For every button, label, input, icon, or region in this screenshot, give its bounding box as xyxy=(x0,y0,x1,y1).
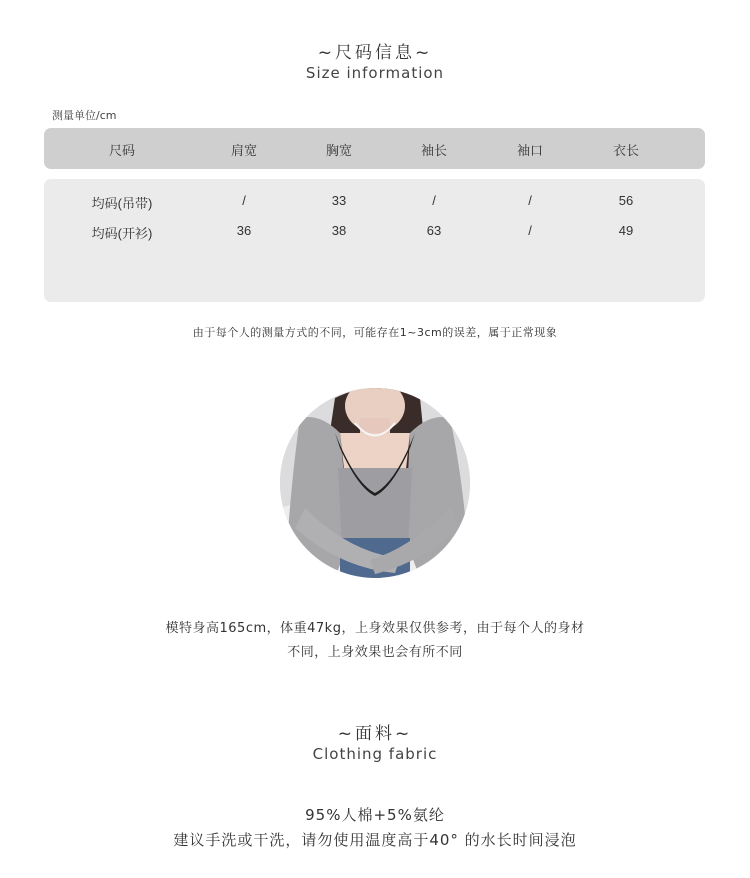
row1-shoulder: / xyxy=(242,193,246,208)
header-length: 衣长 xyxy=(612,143,639,158)
model-info-line2: 不同，上身效果也会有所不同 xyxy=(287,645,463,660)
fabric-composition: 95%人棉+5%氨纶 xyxy=(305,806,445,824)
model-info-line1: 模特身高165cm，体重47kg，上身效果仅供参考，由于每个人的身材 xyxy=(165,621,585,636)
model-photo-illustration xyxy=(280,388,470,578)
header-shoulder: 肩宽 xyxy=(230,143,257,158)
header-size: 尺码 xyxy=(108,143,135,158)
row1-size: 均码(吊带) xyxy=(91,196,153,211)
fabric-section-title-en: Clothing fabric xyxy=(312,745,438,763)
size-table-header xyxy=(44,128,705,169)
row2-sleeve: 63 xyxy=(426,223,442,238)
row2-size: 均码(开衫) xyxy=(91,226,153,241)
unit-label: 测量单位/cm xyxy=(52,109,117,122)
row1-length: 56 xyxy=(618,193,634,208)
care-instructions: 建议手洗或干洗，请勿使用温度高于40° 的水长时间浸泡 xyxy=(173,831,577,849)
size-section-title-cn: ~尺码信息~ xyxy=(317,43,433,63)
row1-sleeve: / xyxy=(432,193,436,208)
fabric-section-title-cn: ~面料~ xyxy=(337,724,413,744)
size-section-title-en: Size information xyxy=(305,64,445,82)
row2-shoulder: 36 xyxy=(236,223,252,238)
row1-cuff: / xyxy=(528,193,532,208)
header-cuff: 袖口 xyxy=(516,143,543,158)
row2-cuff: / xyxy=(528,223,532,238)
row1-chest: 33 xyxy=(331,193,347,208)
row2-chest: 38 xyxy=(331,223,347,238)
row2-length: 49 xyxy=(618,223,634,238)
measurement-note: 由于每个人的测量方式的不同，可能存在1~3cm的误差，属于正常现象 xyxy=(192,326,558,339)
header-sleeve-length: 袖长 xyxy=(420,143,447,158)
model-photo xyxy=(280,388,470,578)
size-table-body xyxy=(44,179,705,302)
header-chest: 胸宽 xyxy=(325,143,352,158)
